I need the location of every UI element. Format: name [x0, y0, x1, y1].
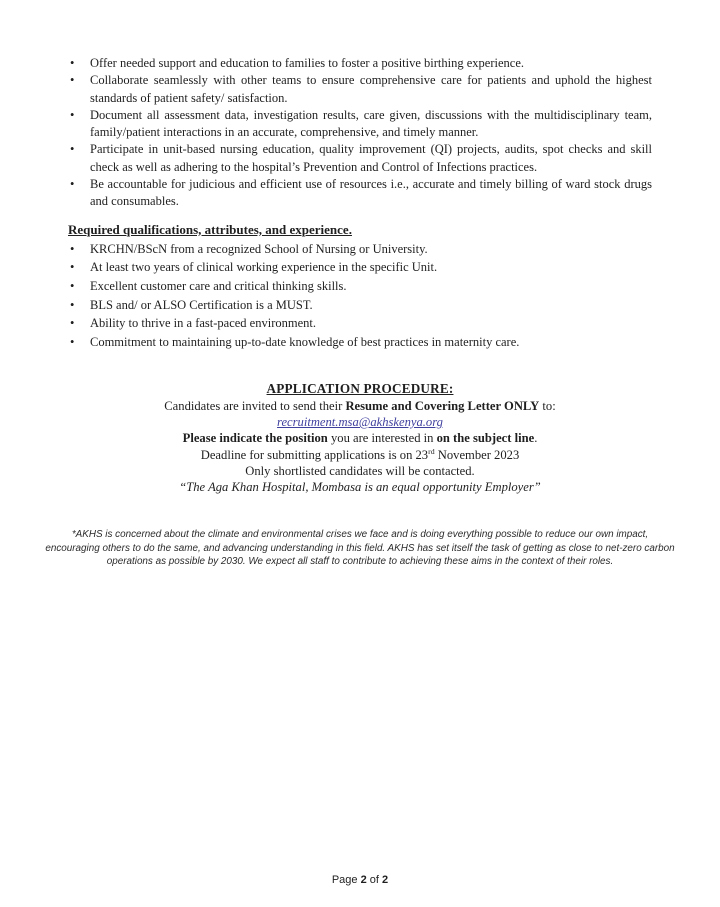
footer-total-pages: 2	[382, 874, 389, 886]
qualifications-heading: Required qualifications, attributes, and experience.	[68, 221, 352, 237]
duty-item: • Document all assessment data, investigation results, care given, discussions with the multidisciplinary team, family/patient interactions in an accurate, comprehensive, and timely manner.	[68, 107, 652, 142]
page-footer	[0, 874, 720, 886]
application-procedure-heading: APPLICATION PROCEDURE:	[266, 381, 454, 397]
application-email-line	[68, 414, 652, 430]
qualification-item: • Excellent customer care and critical thinking skills.	[68, 278, 652, 295]
duty-item: • Be accountable for judicious and efficient use of resources i.e., accurate and timely billing of ward stock drugs and consumables.	[68, 176, 652, 211]
qualifications-list	[68, 241, 652, 352]
application-invite-line	[68, 398, 652, 414]
text-segment: rd	[428, 446, 435, 456]
akhs-climate-footnote: *AKHS is concerned about the climate and environmental crises we face and is doing everything possible to reduce our own impact, encouraging others to do the same, and advancing understanding in this field. AKHS has set itself the task of getting as close to net-zero carbon operations as possible by 2030. We expect all staff to contribute to achieving these aims in the context of their roles.	[45, 529, 675, 567]
duties-list	[68, 55, 652, 211]
text-segment: Resume and Covering Letter ONLY	[345, 398, 540, 413]
equal-opportunity-quote: “The Aga Khan Hospital, Mombasa is an equal opportunity Employer”	[179, 479, 541, 494]
text-segment: Candidates are invited to send their	[164, 398, 346, 413]
application-procedure-section	[68, 381, 652, 495]
text-segment: Please indicate the position	[182, 431, 328, 446]
duty-item: • Collaborate seamlessly with other teams to ensure comprehensive care for patients and uphold the highest standards of patient safety/ satisfaction.	[68, 72, 652, 107]
application-subject-line	[68, 430, 652, 446]
text-segment: November 2023	[434, 447, 520, 462]
text-segment: Deadline for submitting applications is on 23	[200, 447, 429, 462]
footer-of-word: of	[366, 874, 383, 886]
footer-page-number: 2	[360, 874, 367, 886]
duty-item: • Offer needed support and education to families to foster a positive birthing experience.	[68, 55, 652, 72]
qualification-item: • Ability to thrive in a fast-paced environment.	[68, 315, 652, 332]
footer-page-word: Page	[331, 874, 361, 886]
duty-item: • Participate in unit-based nursing education, quality improvement (QI) projects, audits, spot checks and skill check as well as adhering to the hospital’s Prevention and Control of Infections practices.	[68, 141, 652, 176]
qualification-item: • KRCHN/BScN from a recognized School of Nursing or University.	[68, 241, 652, 258]
text-segment: .	[534, 431, 538, 446]
recruitment-email-link[interactable]: recruitment.msa@akhskenya.org	[277, 415, 443, 430]
text-segment: on the subject line	[436, 431, 535, 446]
application-shortlist-line: Only shortlisted candidates will be contacted.	[245, 463, 475, 478]
application-deadline-line	[68, 447, 652, 463]
text-segment: you are interested in	[327, 431, 437, 446]
qualification-item: • Commitment to maintaining up-to-date knowledge of best practices in maternity care.	[68, 334, 652, 351]
qualification-item: • BLS and/ or ALSO Certification is a MUST.	[68, 297, 652, 314]
qualification-item: • At least two years of clinical working experience in the specific Unit.	[68, 259, 652, 276]
text-segment: to:	[539, 398, 556, 413]
